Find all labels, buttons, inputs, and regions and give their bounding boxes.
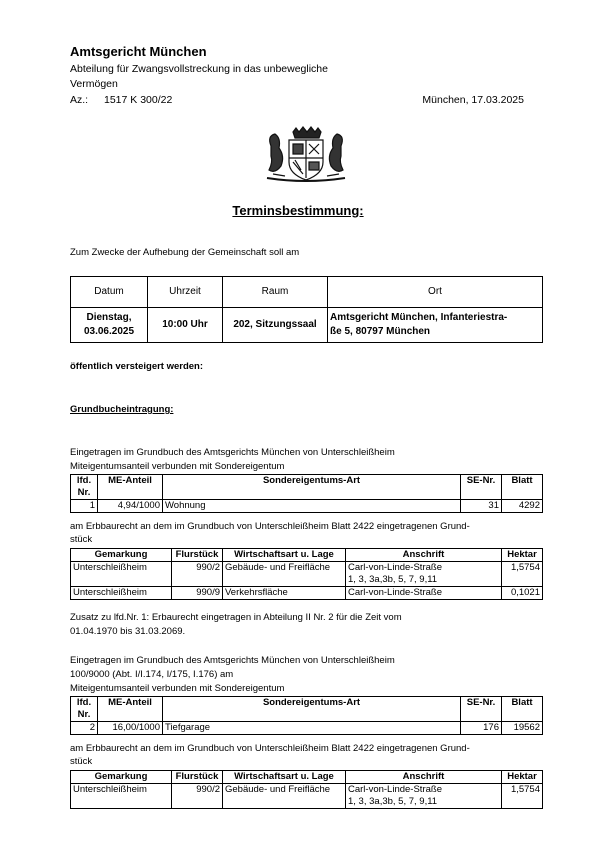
versteigert-text: öffentlich versteigert werden: bbox=[70, 361, 204, 372]
table-row bbox=[71, 784, 543, 809]
table-row bbox=[71, 587, 543, 600]
zusatz-line-2: 01.04.1970 bis 31.03.2069. bbox=[70, 626, 186, 637]
cell-se-art: Wohnung bbox=[163, 500, 461, 513]
cell-lfd-nr: 1 bbox=[71, 500, 98, 513]
anschrift-line-1: Carl-von-Linde-Straße bbox=[348, 784, 442, 795]
anschrift-line-2: 1, 3, 3a,3b, 5, 7, 9,11 bbox=[348, 796, 438, 807]
termin-place-line-2: ße 5, 80797 München bbox=[330, 326, 431, 337]
zusatz-line-1: Zusatz zu lfd.Nr. 1: Erbaurecht eingetragen in Abteilung II Nr. 2 für die Zeit vom bbox=[70, 612, 402, 623]
cell-flurstueck: 990/9 bbox=[172, 587, 223, 600]
place-date: München, 17.03.2025 bbox=[422, 94, 524, 106]
page-title: Terminsbestimmung: bbox=[232, 203, 364, 218]
termin-header-ort: Ort bbox=[328, 277, 543, 308]
cell-wirtschaftsart: Verkehrsfläche bbox=[223, 587, 346, 600]
termin-time: 10:00 Uhr bbox=[148, 308, 223, 343]
cell-blatt: 19562 bbox=[502, 722, 543, 735]
cell-anschrift bbox=[346, 784, 502, 809]
col-lfd-nr: lfd. Nr. bbox=[71, 475, 98, 500]
cell-hektar: 0,1021 bbox=[502, 587, 543, 600]
az-value: 1517 K 300/22 bbox=[104, 94, 173, 106]
block2-line-1: Eingetragen im Grundbuch des Amtsgerichts München von Unterschleißheim bbox=[70, 655, 395, 666]
block1-erb-line-1: am Erbbaurecht an dem im Grundbuch von Unterschleißheim Blatt 2422 eingetragenen Grund- bbox=[70, 521, 470, 532]
anschrift-line-2: 1, 3, 3a,3b, 5, 7, 9,11 bbox=[348, 574, 438, 585]
cell-me-anteil: 16,00/1000 bbox=[98, 722, 163, 735]
col-wirtschaftsart: Wirtschaftsart u. Lage bbox=[223, 549, 346, 562]
col-blatt: Blatt bbox=[502, 475, 543, 500]
cell-anschrift bbox=[346, 562, 502, 587]
col-flurstueck: Flurstück bbox=[172, 549, 223, 562]
col-me-anteil: ME-Anteil bbox=[98, 475, 163, 500]
col-se-nr: SE-Nr. bbox=[461, 697, 502, 722]
termin-header-uhrzeit: Uhrzeit bbox=[148, 277, 223, 308]
col-hektar: Hektar bbox=[502, 771, 543, 784]
court-name: Amtsgericht München bbox=[70, 44, 207, 59]
cell-se-art: Tiefgarage bbox=[163, 722, 461, 735]
col-lfd-nr: lfd. Nr. bbox=[71, 697, 98, 722]
block2-plot-table bbox=[70, 770, 543, 809]
table-row bbox=[71, 722, 543, 735]
block2-se-table bbox=[70, 696, 543, 735]
table-row bbox=[71, 562, 543, 587]
intro-text: Zum Zwecke der Aufhebung der Gemeinschaft soll am bbox=[70, 247, 300, 258]
cell-me-anteil: 4,94/1000 bbox=[98, 500, 163, 513]
block2-line-3: Miteigentumsanteil verbunden mit Sondereigentum bbox=[70, 683, 285, 694]
block1-line-1: Eingetragen im Grundbuch des Amtsgerichts München von Unterschleißheim bbox=[70, 447, 395, 458]
cell-wirtschaftsart: Gebäude- und Freifläche bbox=[223, 784, 346, 809]
cell-wirtschaftsart: Gebäude- und Freifläche bbox=[223, 562, 346, 587]
block1-erb-line-2: stück bbox=[70, 534, 93, 545]
termin-place-line-1: Amtsgericht München, Infanteriestra- bbox=[330, 312, 508, 323]
cell-flurstueck: 990/2 bbox=[172, 784, 223, 809]
termin-table bbox=[70, 276, 543, 343]
col-gemarkung: Gemarkung bbox=[71, 771, 172, 784]
block2-line-2: 100/9000 (Abt. I/I.174, I/175, I.176) am bbox=[70, 669, 234, 680]
table-row bbox=[71, 500, 543, 513]
col-se-art: Sondereigentums-Art bbox=[163, 475, 461, 500]
col-anschrift: Anschrift bbox=[346, 549, 502, 562]
col-hektar: Hektar bbox=[502, 549, 543, 562]
bavarian-coat-of-arms-icon bbox=[263, 126, 349, 184]
cell-gemarkung: Unterschleißheim bbox=[71, 784, 172, 809]
col-me-anteil: ME-Anteil bbox=[98, 697, 163, 722]
cell-se-nr: 31 bbox=[461, 500, 502, 513]
col-wirtschaftsart: Wirtschaftsart u. Lage bbox=[223, 771, 346, 784]
block2-erb-line-2: stück bbox=[70, 756, 93, 767]
col-blatt: Blatt bbox=[502, 697, 543, 722]
block2-erb-line-1: am Erbbaurecht an dem im Grundbuch von Unterschleißheim Blatt 2422 eingetragenen Grund- bbox=[70, 743, 470, 754]
cell-gemarkung: Unterschleißheim bbox=[71, 562, 172, 587]
cell-hektar: 1,5754 bbox=[502, 562, 543, 587]
termin-place bbox=[328, 308, 543, 343]
cell-lfd-nr: 2 bbox=[71, 722, 98, 735]
termin-date-weekday: Dienstag, bbox=[86, 312, 132, 323]
col-flurstueck: Flurstück bbox=[172, 771, 223, 784]
department-line-1: Abteilung für Zwangsvollstreckung in das unbewegliche bbox=[70, 63, 328, 75]
cell-se-nr: 176 bbox=[461, 722, 502, 735]
cell-blatt: 4292 bbox=[502, 500, 543, 513]
col-anschrift: Anschrift bbox=[346, 771, 502, 784]
col-gemarkung: Gemarkung bbox=[71, 549, 172, 562]
termin-date bbox=[71, 308, 148, 343]
col-se-nr: SE-Nr. bbox=[461, 475, 502, 500]
col-se-art: Sondereigentums-Art bbox=[163, 697, 461, 722]
termin-header-datum: Datum bbox=[71, 277, 148, 308]
anschrift-line-1: Carl-von-Linde-Straße bbox=[348, 562, 442, 573]
block1-se-table bbox=[70, 474, 543, 513]
cell-anschrift: Carl-von-Linde-Straße bbox=[346, 587, 502, 600]
az-label: Az.: bbox=[70, 94, 89, 106]
termin-date-value: 03.06.2025 bbox=[83, 326, 135, 337]
grundbuch-heading: Grundbucheintragung: bbox=[70, 404, 174, 415]
cell-hektar: 1,5754 bbox=[502, 784, 543, 809]
cell-flurstueck: 990/2 bbox=[172, 562, 223, 587]
cell-gemarkung: Unterschleißheim bbox=[71, 587, 172, 600]
block1-plot-table bbox=[70, 548, 543, 600]
termin-header-raum: Raum bbox=[223, 277, 328, 308]
block1-line-2: Miteigentumsanteil verbunden mit Sondereigentum bbox=[70, 461, 285, 472]
termin-room: 202, Sitzungssaal bbox=[223, 308, 328, 343]
department-line-2: Vermögen bbox=[70, 78, 118, 90]
